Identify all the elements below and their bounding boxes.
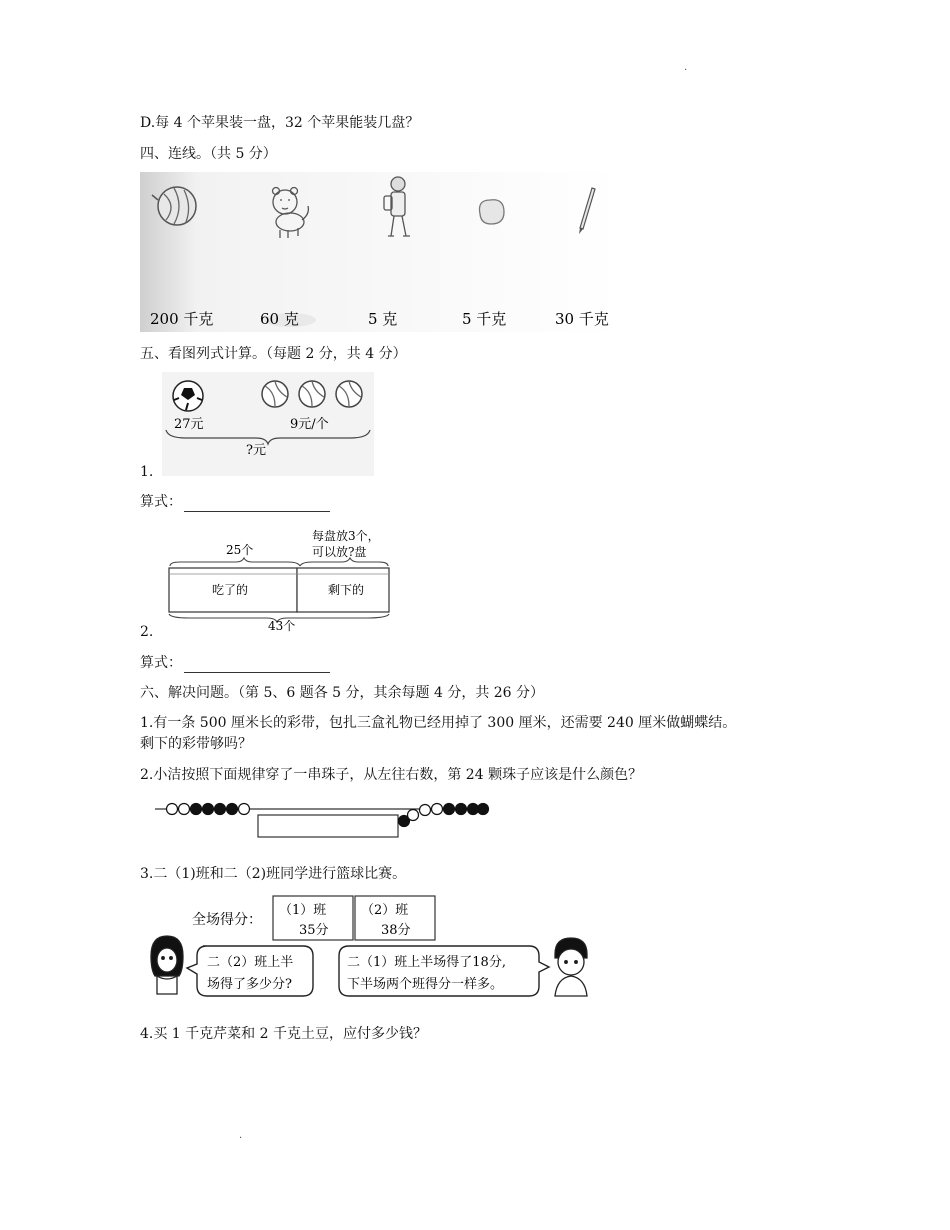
price-right: 9元/个 <box>290 417 329 432</box>
total-score-label: 全场得分： <box>192 912 262 928</box>
question-1-line-2: 剩下的彩带够吗？ <box>140 736 252 752</box>
class2-label: （2）班 <box>361 903 409 918</box>
count-top: 25个 <box>226 543 254 557</box>
question-2: 2.小洁按照下面规律穿了一串珠子，从左往右数，第 24 颗珠子应该是什么颜色？ <box>140 767 643 783</box>
bead-string-figure <box>155 797 490 841</box>
class2-score: 38分 <box>381 923 411 938</box>
weight-label: 30 千克 <box>555 310 609 328</box>
brace-top-right <box>300 558 388 566</box>
basketball-svg <box>145 892 600 1004</box>
formula-label: 算式： <box>140 494 182 510</box>
section-4-title: 四、连线。（共 5 分） <box>140 146 277 162</box>
price-left: 27元 <box>174 417 204 432</box>
question-3: 3.二（1)班和二（2)班同学进行篮球比赛。 <box>140 866 407 882</box>
hidden-beads-box <box>258 815 398 837</box>
boy-icon <box>555 938 587 996</box>
beads-left <box>167 804 250 815</box>
footer-dot: . <box>239 1130 243 1141</box>
plate-note-1: 每盘放3个， <box>312 529 380 543</box>
header-dot: . <box>684 62 688 73</box>
weight-label: 5 克 <box>368 310 398 328</box>
bubble-right-line-2: 下半场两个班得分一样多。 <box>347 977 504 992</box>
question-1-line-1: 1.有一条 500 厘米长的彩带，包扎三盒礼物已经用掉了 300 厘米，还需要 240 厘米做蝴蝶结。 <box>140 715 737 731</box>
bubble-left-line-1: 二（2）班上半 <box>207 955 294 970</box>
formula-label: 算式： <box>140 655 182 671</box>
soccer-ball-icon <box>173 381 203 411</box>
ball-price-svg <box>162 372 374 476</box>
count-bottom: 43个 <box>268 619 296 633</box>
figure-background <box>140 172 620 332</box>
problem-2-number: 2. <box>140 624 154 640</box>
girl-icon <box>151 936 183 994</box>
plate-note-2: 可以放?盘 <box>312 545 367 559</box>
formula-line-1 <box>140 492 330 512</box>
answer-blank[interactable] <box>184 658 330 673</box>
brace-top-left <box>170 558 300 566</box>
bubble-right-line-1: 二（1）班上半场得了18分, <box>347 955 506 970</box>
bubble-left-line-2: 场得了多少分? <box>207 977 292 992</box>
section-6-title: 六、解决问题。（第 5、6 题各 5 分，其余每题 4 分，共 26 分） <box>140 685 545 701</box>
volleyball-icon <box>262 381 288 407</box>
basketball-figure <box>145 892 600 1004</box>
price-question: ?元 <box>246 443 266 458</box>
peach-plate-figure <box>164 526 394 634</box>
box-right-label: 剩下的 <box>328 583 365 597</box>
section-5-title: 五、看图列式计算。（每题 2 分，共 4 分） <box>140 346 407 362</box>
apple-icon <box>479 200 504 224</box>
problem-1-number: 1. <box>140 464 154 480</box>
box-left-label: 吃了的 <box>212 583 249 597</box>
matching-figure <box>140 172 620 332</box>
bead-string-svg <box>155 797 490 841</box>
answer-blank[interactable] <box>184 497 330 512</box>
volleyball-icon <box>299 381 325 407</box>
class1-label: （1）班 <box>279 903 327 918</box>
beads-right <box>399 804 489 827</box>
question-4: 4.买 1 千克芹菜和 2 千克土豆，应付多少钱？ <box>140 1026 427 1042</box>
formula-line-2 <box>140 653 330 673</box>
weight-label: 5 千克 <box>462 310 507 328</box>
class1-score: 35分 <box>299 923 329 938</box>
question-d: D.每 4 个苹果装一盘，32 个苹果能装几盘？ <box>140 115 420 131</box>
weight-label: 200 千克 <box>150 310 214 328</box>
volleyball-icon <box>336 381 362 407</box>
peach-plate-svg <box>164 526 394 634</box>
ball-price-figure <box>162 372 374 476</box>
weight-label: 60 克 <box>260 310 299 328</box>
matching-figure-svg <box>140 172 620 332</box>
